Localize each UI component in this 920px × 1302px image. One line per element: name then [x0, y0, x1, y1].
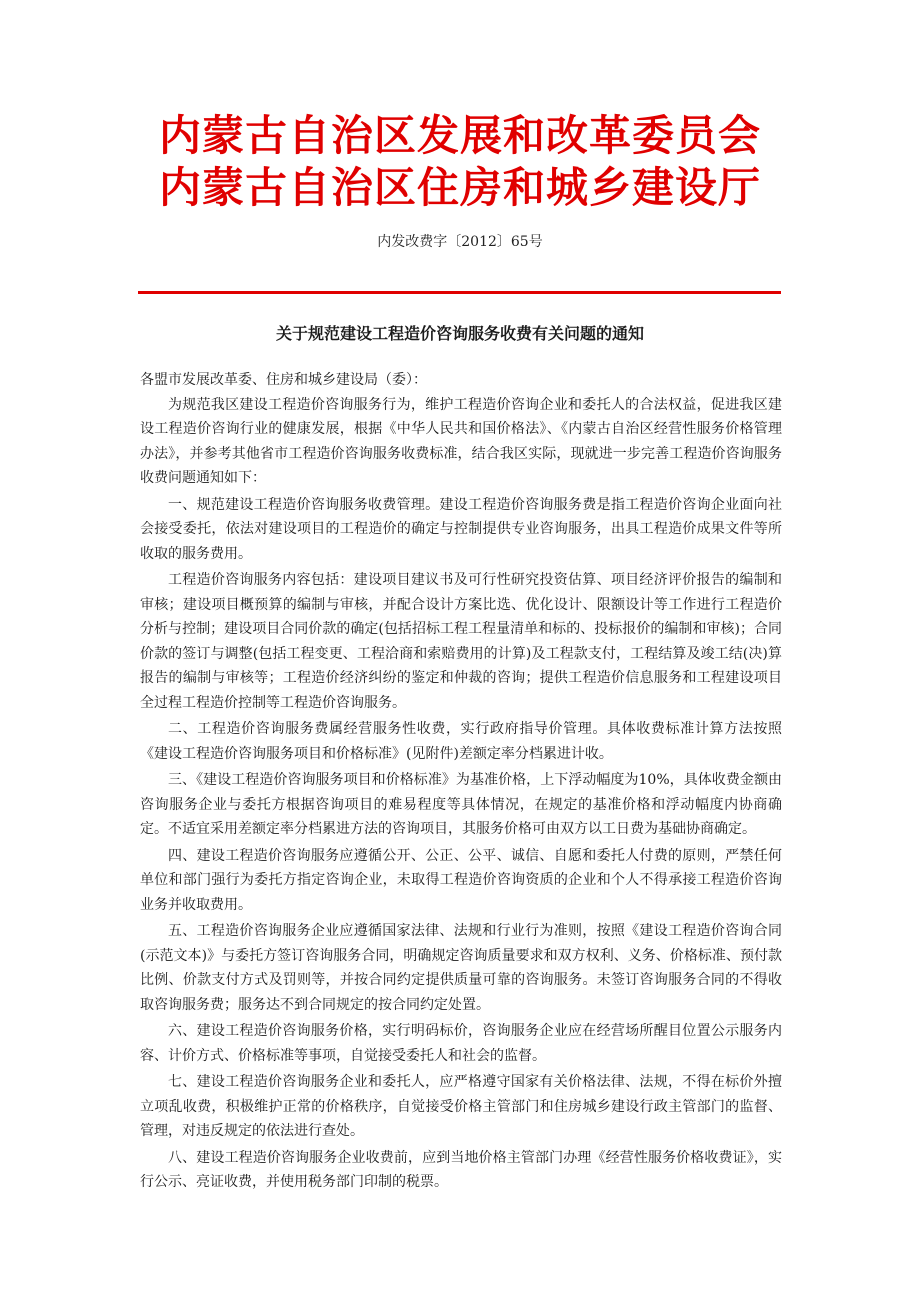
paragraph-1: 一、规范建设工程造价咨询服务收费管理。建设工程造价咨询服务费是指工程造价咨询企业面向社会接受委托，依法对建设项目的工程造价的确定与控制提供专业咨询服务，出具工程造价成果文件等所收取的服务费用。 — [140, 496, 782, 562]
paragraph-7: 七、建设工程造价咨询服务企业和委托人，应严格遵守国家有关价格法律、法规，不得在标价外擅立项乱收费，积极维护正常的价格秩序，自觉接受价格主管部门和住房城乡建设行政主管部门的监督、管理，对违反规定的依法进行查处。 — [140, 1074, 782, 1139]
addressee: 各盟市发展改革委、住房和城乡建设局（委）： — [140, 372, 427, 388]
paragraph-4: 四、建设工程造价咨询服务应遵循公开、公正、公平、诚信、自愿和委托人付费的原则，严禁任何单位和部门强行为委托方指定咨询企业，未取得工程造价咨询资质的企业和个人不得承接工程造价咨询业务并收取费用。 — [140, 847, 782, 913]
notice-title: 关于规范建设工程造价咨询服务收费有关问题的通知 — [275, 324, 644, 343]
paragraph-5: 五、工程造价咨询服务企业应遵循国家法律、法规和行业行为准则，按照《建设工程造价咨询合同(示范文本)》与委托方签订咨询服务合同，明确规定咨询质量要求和双方权利、义务、价格标准、预付款比例、价款支付方式及罚则等，并按合同约定提供质量可靠的咨询服务。未签订咨询服务合同的不得收取咨询服务费；服务达不到合同规定的按合同约定处置。 — [140, 923, 782, 1013]
document-number: 内发改费字〔2012〕65号 — [377, 234, 543, 250]
paragraph-2: 二、工程造价咨询服务费属经营服务性收费，实行政府指导价管理。具体收费标准计算方法按照《建设工程造价咨询服务项目和价格标准》(见附件)差额定率分档累进计收。 — [140, 721, 782, 762]
paragraph-1-scope: 工程造价咨询服务内容包括：建设项目建议书及可行性研究投资估算、项目经济评价报告的编制和审核；建设项目概预算的编制与审核，并配合设计方案比选、优化设计、限额设计等工作进行工程造价分析与控制；建设项目合同价款的确定(包括招标工程工程量清单和标的、投标报价的编制和审核)；合同价款的签订与调整(包括工程变更、工程洽商和索赔费用的计算)及工程款支付，工程结算及竣工结(决)算报告的编制与审核等；工程造价经济纠纷的鉴定和仲裁的咨询；提供工程造价信息服务和工程建设项目全过程工程造价控制等工程造价咨询服务。 — [140, 572, 782, 711]
paragraph-6: 六、建设工程造价咨询服务价格，实行明码标价，咨询服务企业应在经营场所醒目位置公示服务内容、计价方式、价格标准等事项，自觉接受委托人和社会的监督。 — [140, 1023, 782, 1064]
red-divider — [138, 291, 781, 294]
notice-body — [140, 368, 782, 1195]
paragraph-3: 三、《建设工程造价咨询服务项目和价格标准》为基准价格，上下浮动幅度为10%，具体收费金额由咨询服务企业与委托方根据咨询项目的难易程度等具体情况，在规定的基准价格和浮动幅度内协商确定。不适宜采用差额定率分档累进方法的咨询项目，其服务价格可由双方以工日费为基础协商确定。 — [140, 772, 782, 837]
paragraph-8: 八、建设工程造价咨询服务企业收费前，应到当地价格主管部门办理《经营性服务价格收费证》，实行公示、亮证收费，并使用税务部门印制的税票。 — [140, 1149, 782, 1190]
issuing-org-1: 内蒙古自治区发展和改革委员会 — [158, 111, 761, 160]
issuing-org-2: 内蒙古自治区住房和城乡建设厅 — [158, 163, 761, 212]
paragraph-intro: 为规范我区建设工程造价咨询服务行为，维护工程造价咨询企业和委托人的合法权益，促进我区建设工程造价咨询行业的健康发展，根据《中华人民共和国价格法》、《内蒙古自治区经营性服务价格管理办法》，并参考其他省市工程造价咨询服务收费标准，结合我区实际，现就进一步完善工程造价咨询服务收费问题通知如下： — [140, 396, 782, 486]
